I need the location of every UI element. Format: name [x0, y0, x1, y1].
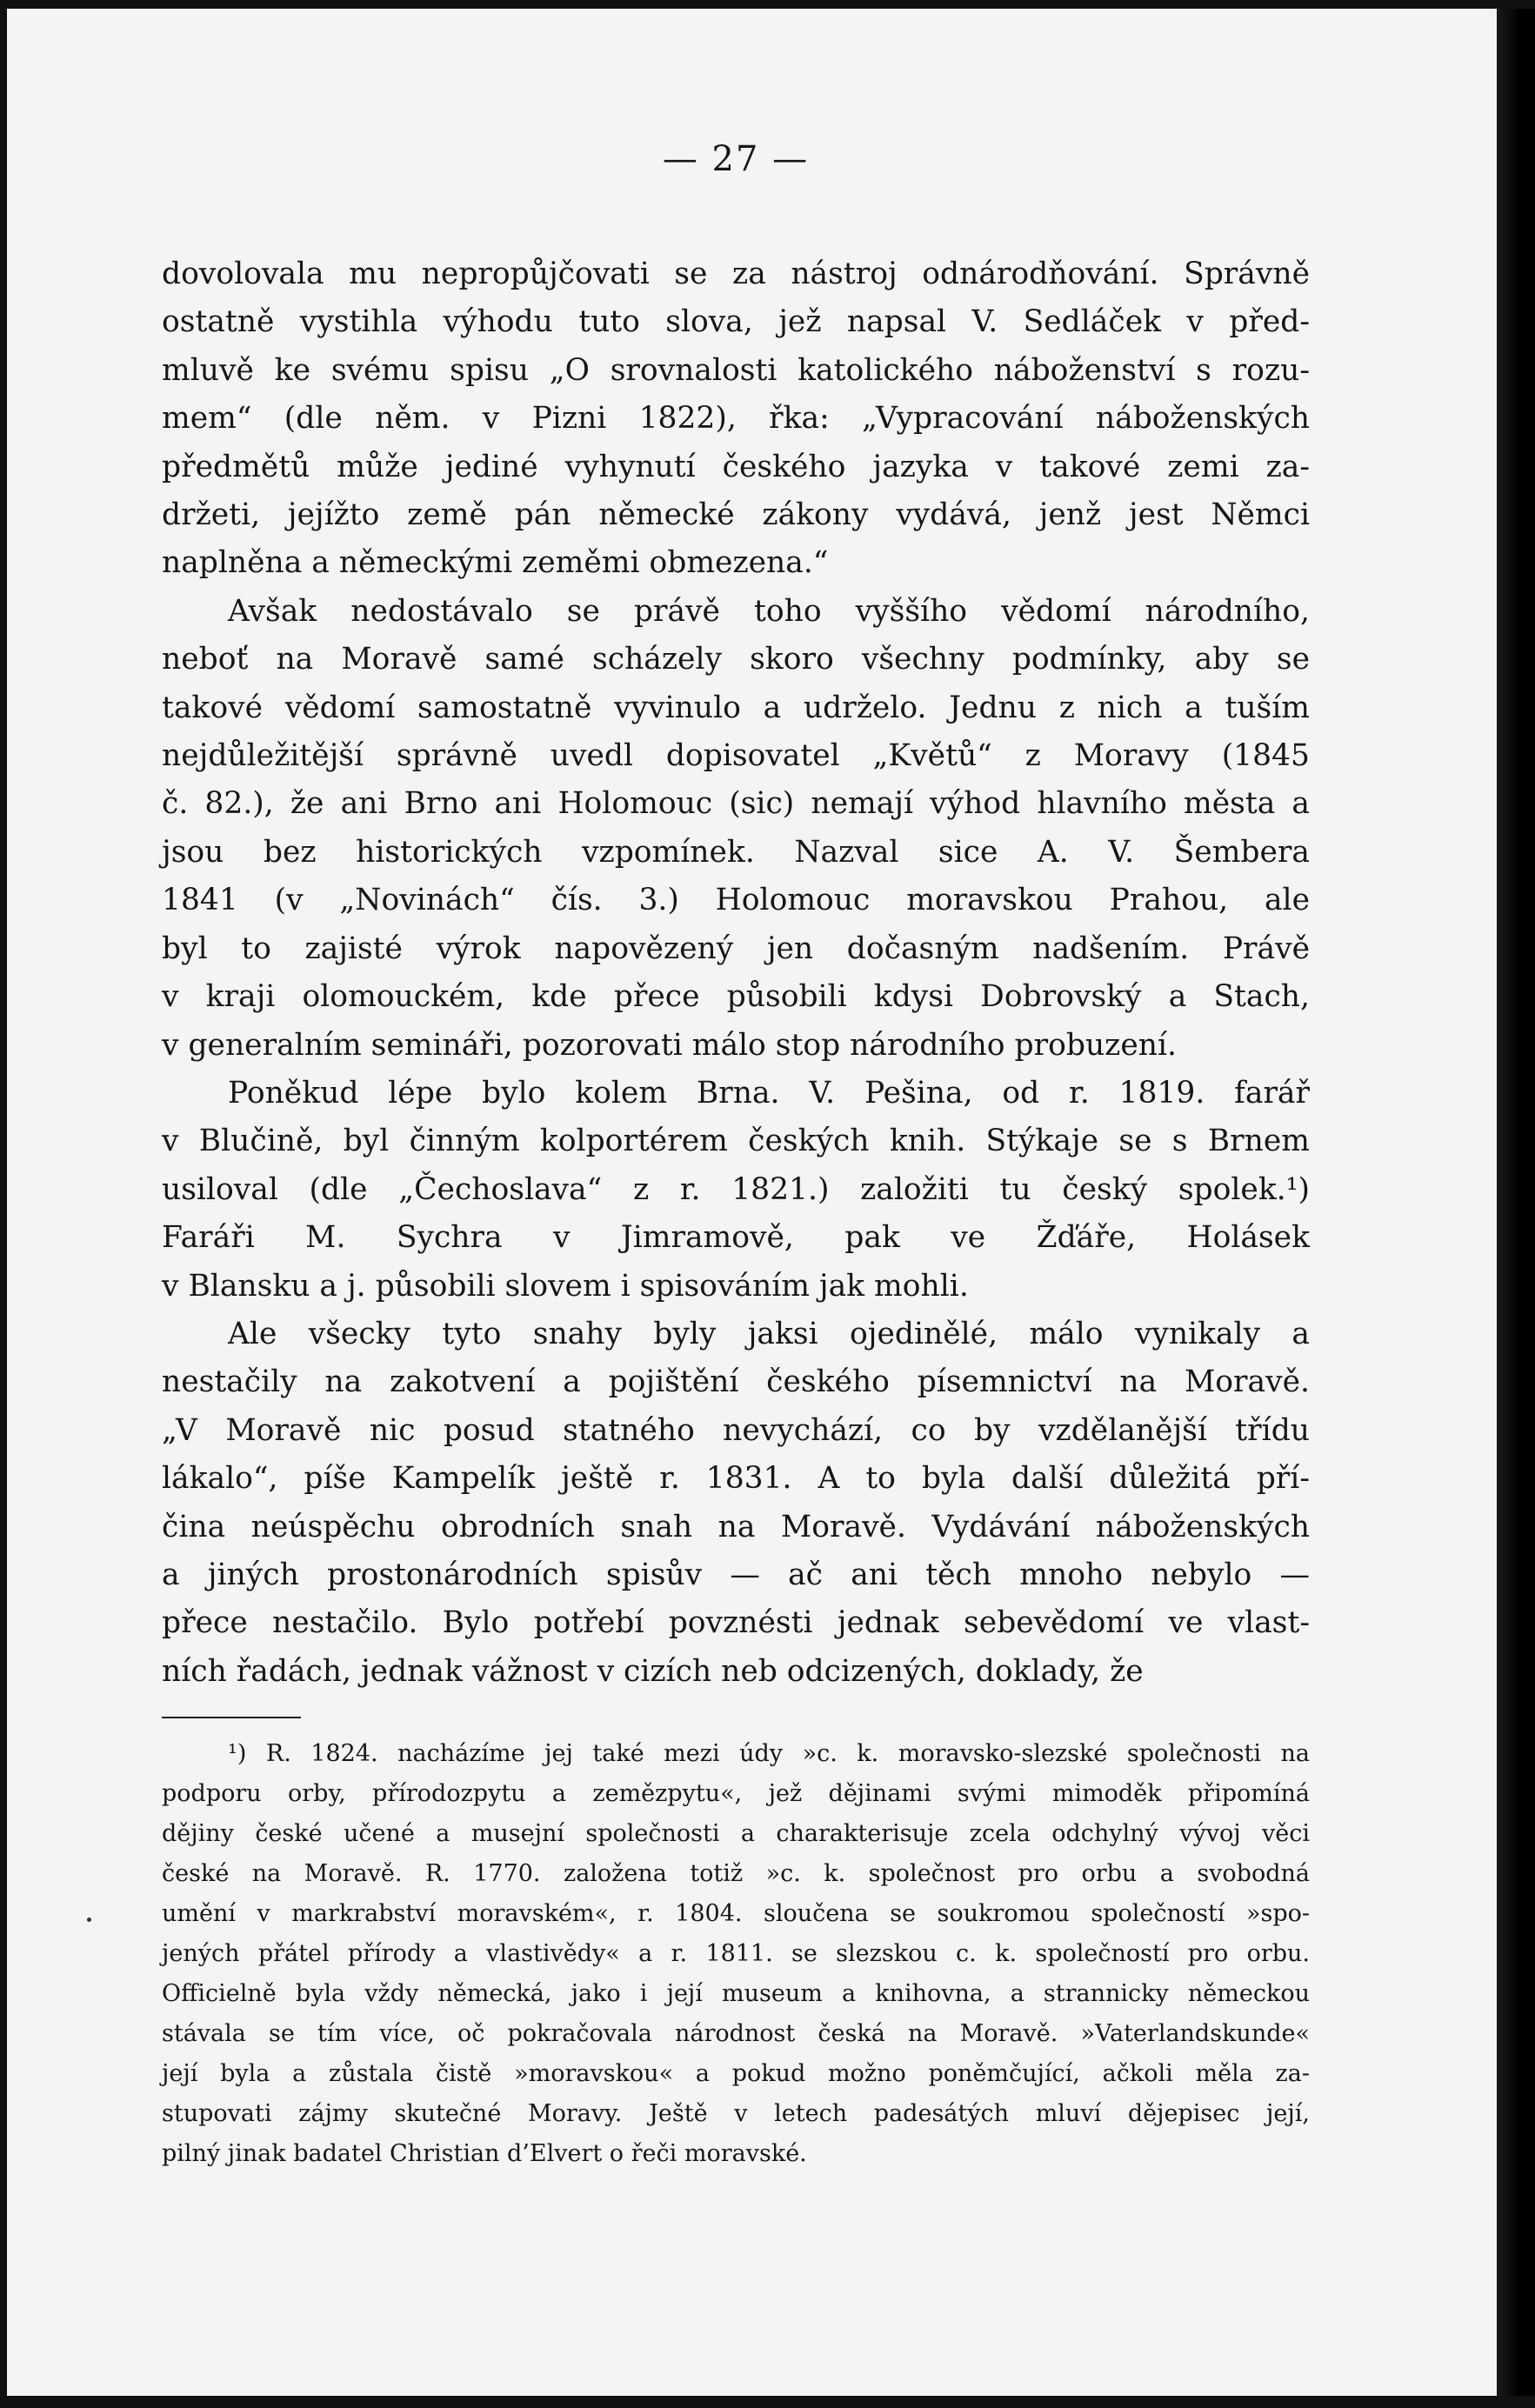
- footnote-line: Officielně byla vždy německá, jako i její museum a knihovna, a strannicky německou: [162, 1980, 1310, 2008]
- paragraph-1: [162, 250, 1310, 588]
- text-line: č. 82.), že ani Brno ani Holomouc (sic) nemají výhod hlavního města a: [162, 786, 1310, 822]
- text-line: 1841 (v „Novinách“ čís. 3.) Holomouc moravskou Prahou, ale: [162, 883, 1310, 918]
- scan-edge-left: [0, 0, 7, 2408]
- scan-edge-right: [1497, 0, 1535, 2408]
- text-line: Faráři M. Sychra v Jimramově, pak ve Žďáře, Holásek: [162, 1220, 1310, 1256]
- footnote-line: pilný jinak badatel Christian d’Elvert o řeči moravské.: [162, 2140, 807, 2168]
- text-line: „V Moravě nic posud statného nevychází, co by vzdělanější třídu: [162, 1412, 1310, 1448]
- scan-edge-bottom: [0, 2396, 1535, 2408]
- text-line: předmětů může jediné vyhynutí českého jazyka v takové zemi za-: [162, 449, 1310, 484]
- footnote-line: její byla a zůstala čistě »moravskou« a pokud možno poněmčující, ačkoli měla za-: [162, 2060, 1310, 2088]
- body-text: [162, 250, 1310, 1696]
- text-line: takové vědomí samostatně vyvinulo a udrželo. Jednu z nich a tuším: [162, 690, 1310, 725]
- footnote-line: české na Moravě. R. 1770. založena totiž »c. k. společnost pro orbu a svobodná: [162, 1860, 1310, 1888]
- text-line: v kraji olomouckém, kde přece působili kdysi Dobrovský a Stach,: [162, 979, 1310, 1015]
- text-line: v Blansku a j. působili slovem i spisováním jak mohli.: [162, 1268, 969, 1304]
- page-content: [162, 139, 1310, 2174]
- text-line: dovolovala mu nepropůjčovati se za nástroj odnárodňování. Správně: [162, 257, 1310, 291]
- text-line: jsou bez historických vzpomínek. Nazval sice A. V. Šembera: [162, 834, 1310, 870]
- text-line: Avšak nedostávalo se právě toho vyššího vědomí národního,: [228, 593, 1310, 629]
- footnote-line: ¹) R. 1824. nacházíme jej také mezi údy »c. k. moravsko-slezské společnosti na: [228, 1740, 1310, 1768]
- text-line: mem“ (dle něm. v Pizni 1822), řka: „Vypracování náboženských: [162, 401, 1310, 437]
- text-line: v Blučině, byl činným kolportérem českých knih. Stýkaje se s Brnem: [162, 1124, 1310, 1159]
- footnote-rule: [162, 1717, 301, 1718]
- text-line: Poněkud lépe bylo kolem Brna. V. Pešina, od r. 1819. farář: [228, 1075, 1310, 1111]
- page-number: — 27 —: [662, 139, 810, 179]
- text-line: mluvě ke svému spisu „O srovnalosti katolického náboženství s rozu-: [162, 352, 1310, 388]
- footnote-line: umění v markrabství moravském«, r. 1804. sloučena se soukromou společností »spo-: [162, 1900, 1310, 1928]
- text-line: lákalo“, píše Kampelík ještě r. 1831. A to byla další důležitá pří-: [162, 1461, 1310, 1497]
- scan-speck: [87, 1918, 91, 1922]
- paragraph-3: [162, 1070, 1310, 1311]
- paragraph-4: [162, 1311, 1310, 1696]
- text-line: nejdůležitější správně uvedl dopisovatel „Květů“ z Moravy (1845: [162, 738, 1310, 774]
- text-line: byl to zajisté výrok napovězený jen dočasným nadšením. Právě: [162, 931, 1310, 966]
- text-line: neboť na Moravě samé scházely skoro všechny podmínky, aby se: [162, 642, 1310, 677]
- text-line: Ale všecky tyto snahy byly jaksi ojedinělé, málo vynikaly a: [228, 1316, 1310, 1351]
- footnote: [162, 1734, 1310, 2174]
- scan-edge-top: [0, 0, 1535, 9]
- text-line: v generalním semináři, pozorovati málo stop národního probuzení.: [162, 1027, 1177, 1063]
- text-line: a jiných prostonárodních spisův — ač ani těch mnoho nebylo —: [162, 1557, 1310, 1592]
- footnote-line: podporu orby, přírodozpytu a zemězpytu«, jež dějinami svými mimoděk připomíná: [162, 1780, 1310, 1808]
- text-line: držeti, jejížto země pán německé zákony vydává, jenž jest Němci: [162, 497, 1310, 533]
- text-line: naplněna a německými zeměmi obmezena.“: [162, 545, 829, 581]
- text-line: usiloval (dle „Čechoslava“ z r. 1821.) založiti tu český spolek.¹): [162, 1171, 1310, 1207]
- text-line: ostatně vystihla výhodu tuto slova, jež napsal V. Sedláček v před-: [162, 304, 1310, 340]
- footnote-line: jených přátel přírody a vlastivědy« a r. 1811. se slezskou c. k. společností pro orbu.: [162, 1940, 1310, 1968]
- text-line: ních řadách, jednak vážnost v cizích neb odcizených, doklady, že: [162, 1653, 1144, 1689]
- footnote-line: dějiny české učené a musejní společnosti a charakterisuje zcela odchylný vývoj věci: [162, 1820, 1310, 1848]
- paragraph-2: [162, 588, 1310, 1070]
- footnote-line: stupovati zájmy skutečné Moravy. Ještě v letech padesátých mluví dějepisec její,: [162, 2100, 1310, 2128]
- text-line: nestačily na zakotvení a pojištění českého písemnictví na Moravě.: [162, 1364, 1310, 1400]
- footnote-line: stávala se tím více, oč pokračovala národnost česká na Moravě. »Vaterlandskunde«: [162, 2020, 1310, 2048]
- text-line: přece nestačilo. Bylo potřebí povznésti jednak sebevědomí ve vlast-: [162, 1605, 1310, 1641]
- text-line: čina neúspěchu obrodních snah na Moravě. Vydávání náboženských: [162, 1509, 1310, 1544]
